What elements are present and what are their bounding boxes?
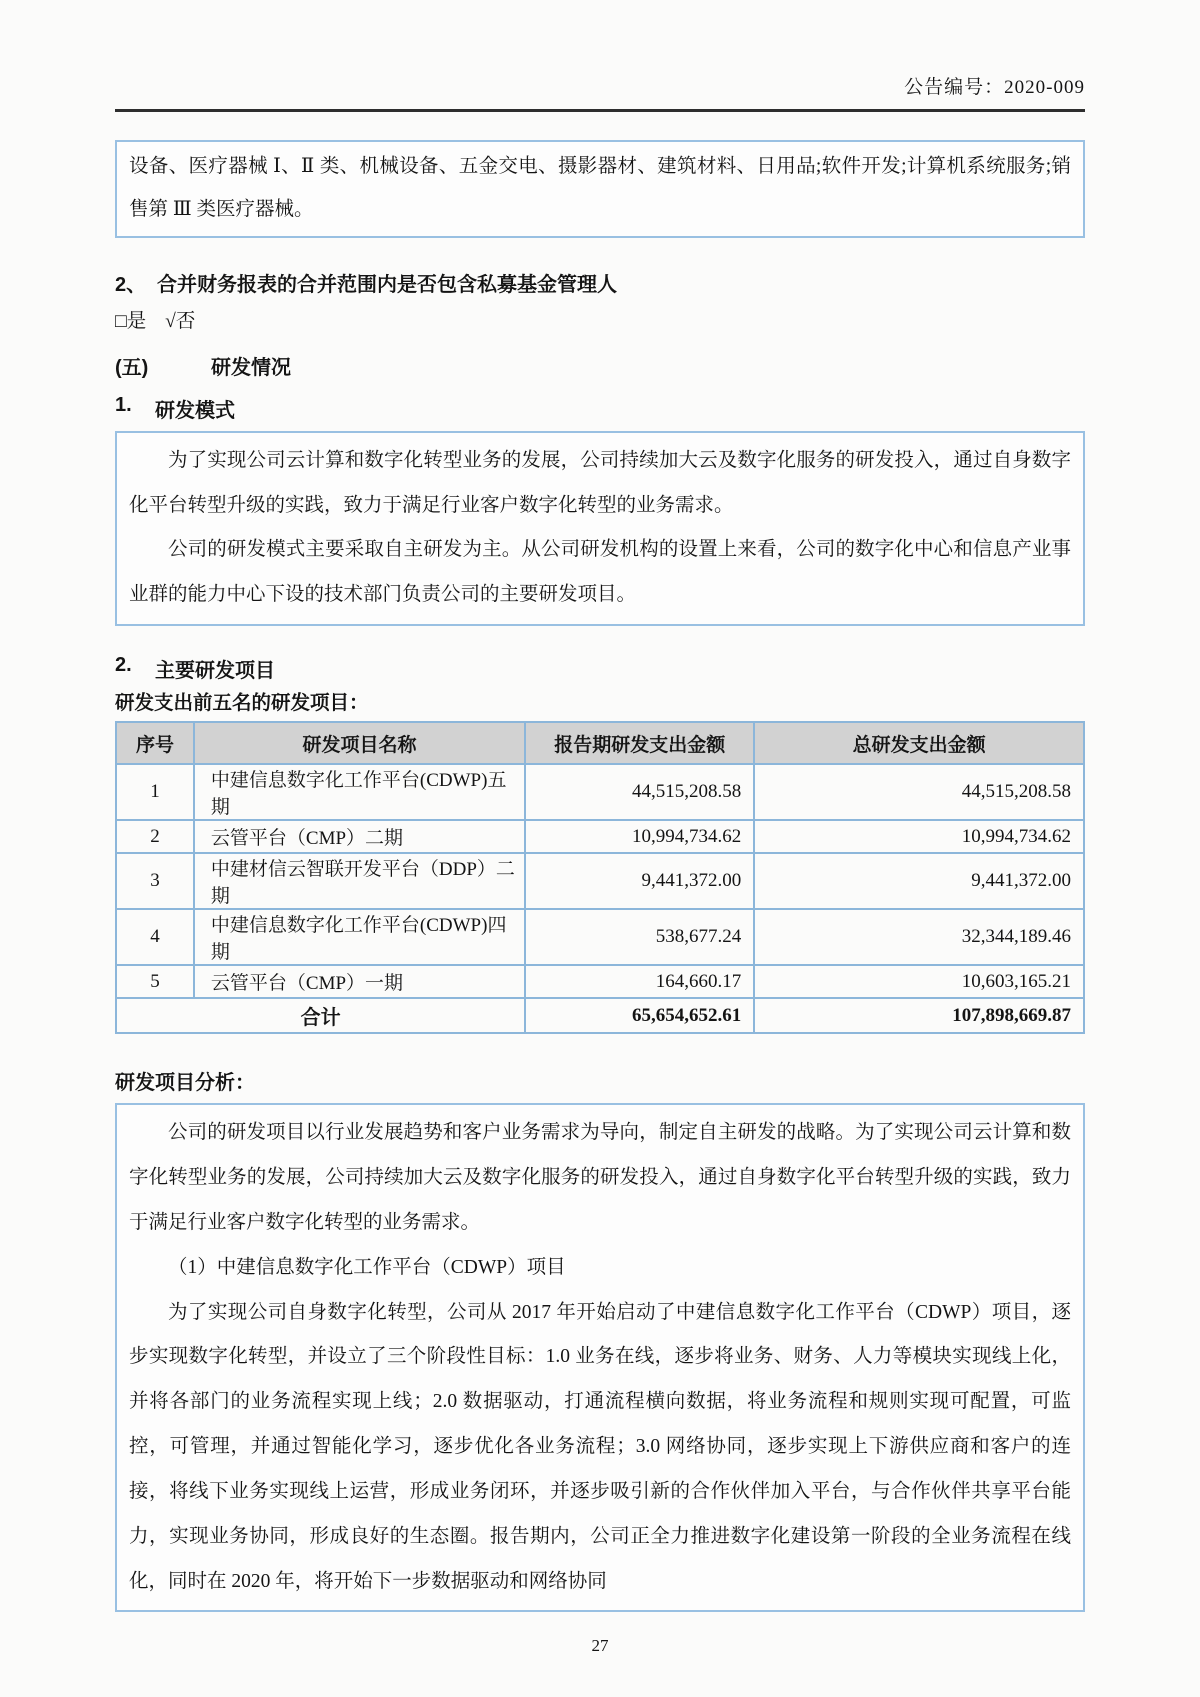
rd-expenditure-table — [115, 721, 1085, 1034]
cell-total-amount: 9,441,372.00 — [754, 853, 1084, 909]
cell-project-name: 中建材信云智联开发平台（DDP）二期 — [194, 853, 525, 909]
table-caption: 研发支出前五名的研发项目： — [115, 692, 369, 715]
table-row — [116, 965, 1084, 998]
page-number: 27 — [591, 1636, 609, 1656]
analysis-paragraph: 为了实现公司自身数字化转型，公司从 2017 年开始启动了中建信息数字化工作平台（CDWP）项目，逐步实现数字化转型，并设立了三个阶段性目标：1.0 业务在线，逐步将业务、财务、人力等模块实现线上化，并将各部门的业务流程实现上线；2.0 数据驱动，打通流程横向数据，将业务流程和规则实现可配置，可监控，可管理，并通过智能化学习，逐步优化各业务流程；3.0 网络协同，逐步实现上下游供应商和客户的连接，将线下业务实现线上运营，形成业务闭环，并逐步吸引新的合作伙伴加入平台，与合作伙伴共享平台能力，实现业务协同，形成良好的生态圈。报告期内，公司正全力推进数字化建设第一阶段的全业务流程在线化，同时在 2020 年，将开始下一步数据驱动和网络协同 — [129, 1301, 1071, 1592]
cell-index: 3 — [116, 853, 194, 909]
total-period-amount: 65,654,652.61 — [525, 998, 754, 1033]
cell-project-name: 中建信息数字化工作平台(CDWP)四期 — [194, 909, 525, 965]
cell-index: 5 — [116, 965, 194, 998]
total-label: 合计 — [116, 998, 525, 1033]
cell-period-amount: 538,677.24 — [525, 909, 754, 965]
header-cell-index: 序号 — [116, 722, 194, 764]
section-heading-merge-scope — [115, 268, 1085, 297]
cell-total-amount: 44,515,208.58 — [754, 764, 1084, 820]
cell-project-name: 云管平台（CMP）一期 — [194, 965, 525, 998]
table-row — [116, 764, 1084, 820]
section-title: 合并财务报表的合并范围内是否包含私募基金管理人 — [157, 273, 617, 296]
header-rule — [115, 109, 1085, 112]
checkbox-no-option: √否 — [165, 310, 196, 332]
business-scope-box — [115, 140, 1085, 238]
rd-mode-box — [115, 431, 1085, 626]
cell-project-name: 云管平台（CMP）二期 — [194, 820, 525, 853]
cell-total-amount: 32,344,189.46 — [754, 909, 1084, 965]
cell-total-amount: 10,603,165.21 — [754, 965, 1084, 998]
subsection-number: 2. — [115, 654, 132, 677]
section-number: 2、 — [115, 273, 147, 296]
subsection-title: 研发模式 — [155, 399, 235, 422]
merge-scope-options — [115, 305, 1085, 333]
cell-period-amount: 44,515,208.58 — [525, 764, 754, 820]
analysis-paragraph: 公司的研发项目以行业发展趋势和客户业务需求为导向，制定自主研发的战略。为了实现公司云计算和数字化转型业务的发展，公司持续加大云及数字化服务的研发投入，通过自身数字化平台转型升级的实践，致力于满足行业客户数字化转型的业务需求。 — [129, 1122, 1071, 1233]
rd-mode-paragraph: 为了实现公司云计算和数字化转型业务的发展，公司持续加大云及数字化服务的研发投入，通过自身数字化平台转型升级的实践，致力于满足行业客户数字化转型的业务需求。 — [129, 449, 1071, 516]
header-cell-total-amount: 总研发支出金额 — [754, 722, 1084, 764]
section-number: (五) — [115, 356, 149, 379]
table-row — [116, 820, 1084, 853]
analysis-label: 研发项目分析： — [115, 1072, 255, 1095]
section-title: 研发情况 — [211, 356, 291, 379]
announcement-number: 公告编号：2020-009 — [904, 77, 1085, 98]
cell-period-amount: 9,441,372.00 — [525, 853, 754, 909]
cell-period-amount: 10,994,734.62 — [525, 820, 754, 853]
header-cell-period-amount: 报告期研发支出金额 — [525, 722, 754, 764]
subsection-title: 主要研发项目 — [155, 660, 275, 683]
rd-mode-paragraph: 公司的研发模式主要采取自主研发为主。从公司研发机构的设置上来看，公司的数字化中心和信息产业事业群的能力中心下设的技术部门负责公司的主要研发项目。 — [129, 539, 1071, 606]
cell-period-amount: 164,660.17 — [525, 965, 754, 998]
section-heading-rd — [115, 351, 1085, 380]
cell-total-amount: 10,994,734.62 — [754, 820, 1084, 853]
cell-project-name: 中建信息数字化工作平台(CDWP)五期 — [194, 764, 525, 820]
cell-index: 1 — [116, 764, 194, 820]
table-row — [116, 909, 1084, 965]
table-row — [116, 853, 1084, 909]
table-total-row — [116, 998, 1084, 1033]
subsection-number: 1. — [115, 393, 132, 416]
subsection-heading-rd-projects — [115, 654, 1085, 683]
table-header-row — [116, 722, 1084, 764]
cell-index: 2 — [116, 820, 194, 853]
checkbox-yes-option: □是 — [115, 310, 147, 332]
total-total-amount: 107,898,669.87 — [754, 998, 1084, 1033]
business-scope-text: 设备、医疗器械 Ⅰ、Ⅱ 类、机械设备、五金交电、摄影器材、建筑材料、日用品;软件开发;计算机系统服务;销售第 Ⅲ 类医疗器械。 — [129, 156, 1071, 220]
subsection-heading-rd-mode — [115, 394, 1085, 423]
header-cell-project-name: 研发项目名称 — [194, 722, 525, 764]
analysis-box — [115, 1103, 1085, 1612]
analysis-paragraph: （1）中建信息数字化工作平台（CDWP）项目 — [168, 1256, 566, 1278]
cell-index: 4 — [116, 909, 194, 965]
